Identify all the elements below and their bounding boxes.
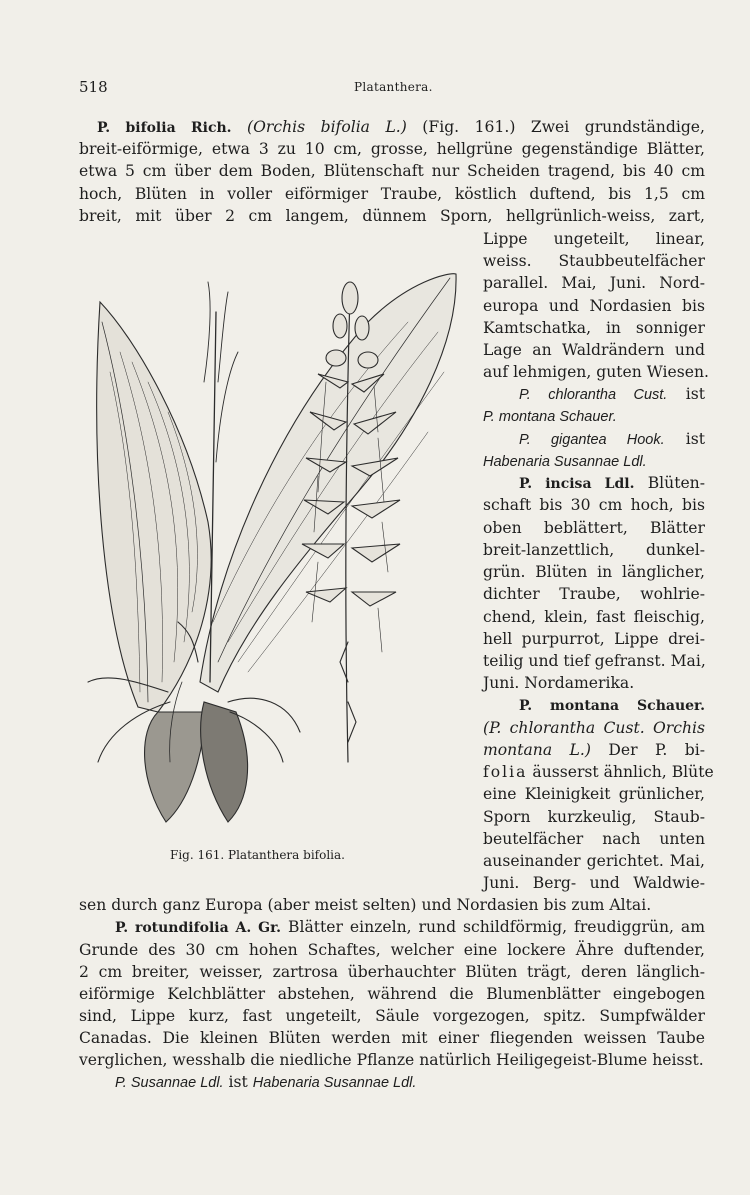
text-line: europa und Nordasien bis xyxy=(483,297,705,315)
text-line: Habenaria Susannae Ldl. xyxy=(483,454,647,470)
text-line: eiförmige Kelchblätter abstehen, während die Blumenblätter eingebogen xyxy=(79,985,705,1003)
synonym: (Orchis bifolia L.) xyxy=(247,118,407,136)
text-line: Juni. Berg- und Waldwie- xyxy=(483,874,705,892)
text-line: P. bifolia Rich. (Orchis bifolia L.) (Fig. 161.) Zwei grundständige, xyxy=(97,118,705,136)
text-line: P. gigantea Hook. ist xyxy=(519,430,705,448)
page-number: 518 xyxy=(79,78,108,96)
text-line: P. Susannae Ldl. ist Habenaria Susannae Ldl. xyxy=(115,1073,417,1091)
text-line: teilig und tief gefranst. Mai, xyxy=(483,652,706,670)
text-line: dichter Traube, wohlrie- xyxy=(483,585,705,603)
running-title: Platanthera. xyxy=(354,80,433,94)
text-line xyxy=(483,694,705,717)
platanthera-illustration xyxy=(78,262,473,842)
text-line: Lippe ungeteilt, linear, xyxy=(483,230,705,248)
species-name: P. rotundifolia A. Gr. xyxy=(115,920,282,936)
text-line: Juni. Nordamerika. xyxy=(483,674,635,692)
text-line: auseinander gerichtet. Mai, xyxy=(483,852,705,870)
text-line: sen durch ganz Europa (aber meist selten) und Nordasien bis zum Altai. xyxy=(79,896,652,914)
text-line: P. rotundifolia A. Gr. Blätter einzeln, rund schildförmig, freudiggrün, am xyxy=(115,918,706,936)
text-line: P. chlorantha Cust. ist xyxy=(519,385,705,403)
text-line: verglichen, wesshalb die niedliche Pflanze natürlich Heiligegeist-Blume heisst. xyxy=(79,1051,704,1069)
text-line: eine Kleinigkeit grünlicher, xyxy=(483,785,705,803)
text-line: oben beblättert, Blätter xyxy=(483,519,705,537)
text-line: (P. chlorantha Cust. Orchis xyxy=(483,719,705,737)
figure-caption: Fig. 161. Platanthera bifolia. xyxy=(170,848,345,862)
text-line: weiss. Staubbeutelfächer xyxy=(483,252,705,270)
text-line: parallel. Mai, Juni. Nord- xyxy=(483,274,705,292)
text-line: etwa 5 cm über dem Boden, Blütenschaft nur Scheiden tragend, bis 40 cm xyxy=(79,162,705,180)
text-line: grün. Blüten in länglicher, xyxy=(483,563,705,581)
text-line: sind, Lippe kurz, fast ungeteilt, Säule vorgezogen, spitz. Sumpfwälder xyxy=(79,1007,705,1025)
text-line: auf lehmigen, guten Wiesen. xyxy=(483,363,709,381)
species-name: P. incisa Ldl. xyxy=(519,476,635,492)
text-line: P. montana Schauer. xyxy=(483,409,617,425)
text-line: breit-eiförmige, etwa 3 zu 10 cm, grosse, hellgrüne gegenständige Blätter, xyxy=(79,140,705,158)
text-line: breit-lanzettlich, dunkel- xyxy=(483,541,705,559)
text-line: breit, mit über 2 cm langem, dünnem Sporn, hellgrünlich-weiss, zart, xyxy=(79,207,705,225)
text-line: P. incisa Ldl. Blüten- xyxy=(519,474,705,492)
species-name: P. montana Schauer. xyxy=(519,698,705,714)
text-line: folia äusserst ähnlich, Blüte xyxy=(483,763,714,781)
text-line: Kamtschatka, in sonniger xyxy=(483,319,705,337)
text-line: schaft bis 30 cm hoch, bis xyxy=(483,496,705,514)
text-line: Grunde des 30 cm hohen Schaftes, welcher eine lockere Ähre duftender, xyxy=(79,941,705,959)
text-line: chend, klein, fast fleischig, xyxy=(483,608,705,626)
species-name: P. bifolia Rich. xyxy=(97,120,232,136)
text-line: hoch, Blüten in voller eiförmiger Traube, köstlich duftend, bis 1,5 cm xyxy=(79,185,705,203)
text-line: beutelfächer nach unten xyxy=(483,830,705,848)
text-line: Lage an Waldrändern und xyxy=(483,341,705,359)
text-line: montana L.) Der P. bi- xyxy=(483,741,705,759)
text-line: hell purpurrot, Lippe drei- xyxy=(483,630,705,648)
text-line: Sporn kurzkeulig, Staub- xyxy=(483,808,705,826)
text-line: 2 cm breiter, weisser, zartrosa überhauchter Blüten trägt, deren länglich- xyxy=(79,963,705,981)
text-line: Canadas. Die kleinen Blüten werden mit einer fliegenden weissen Taube xyxy=(79,1029,705,1047)
